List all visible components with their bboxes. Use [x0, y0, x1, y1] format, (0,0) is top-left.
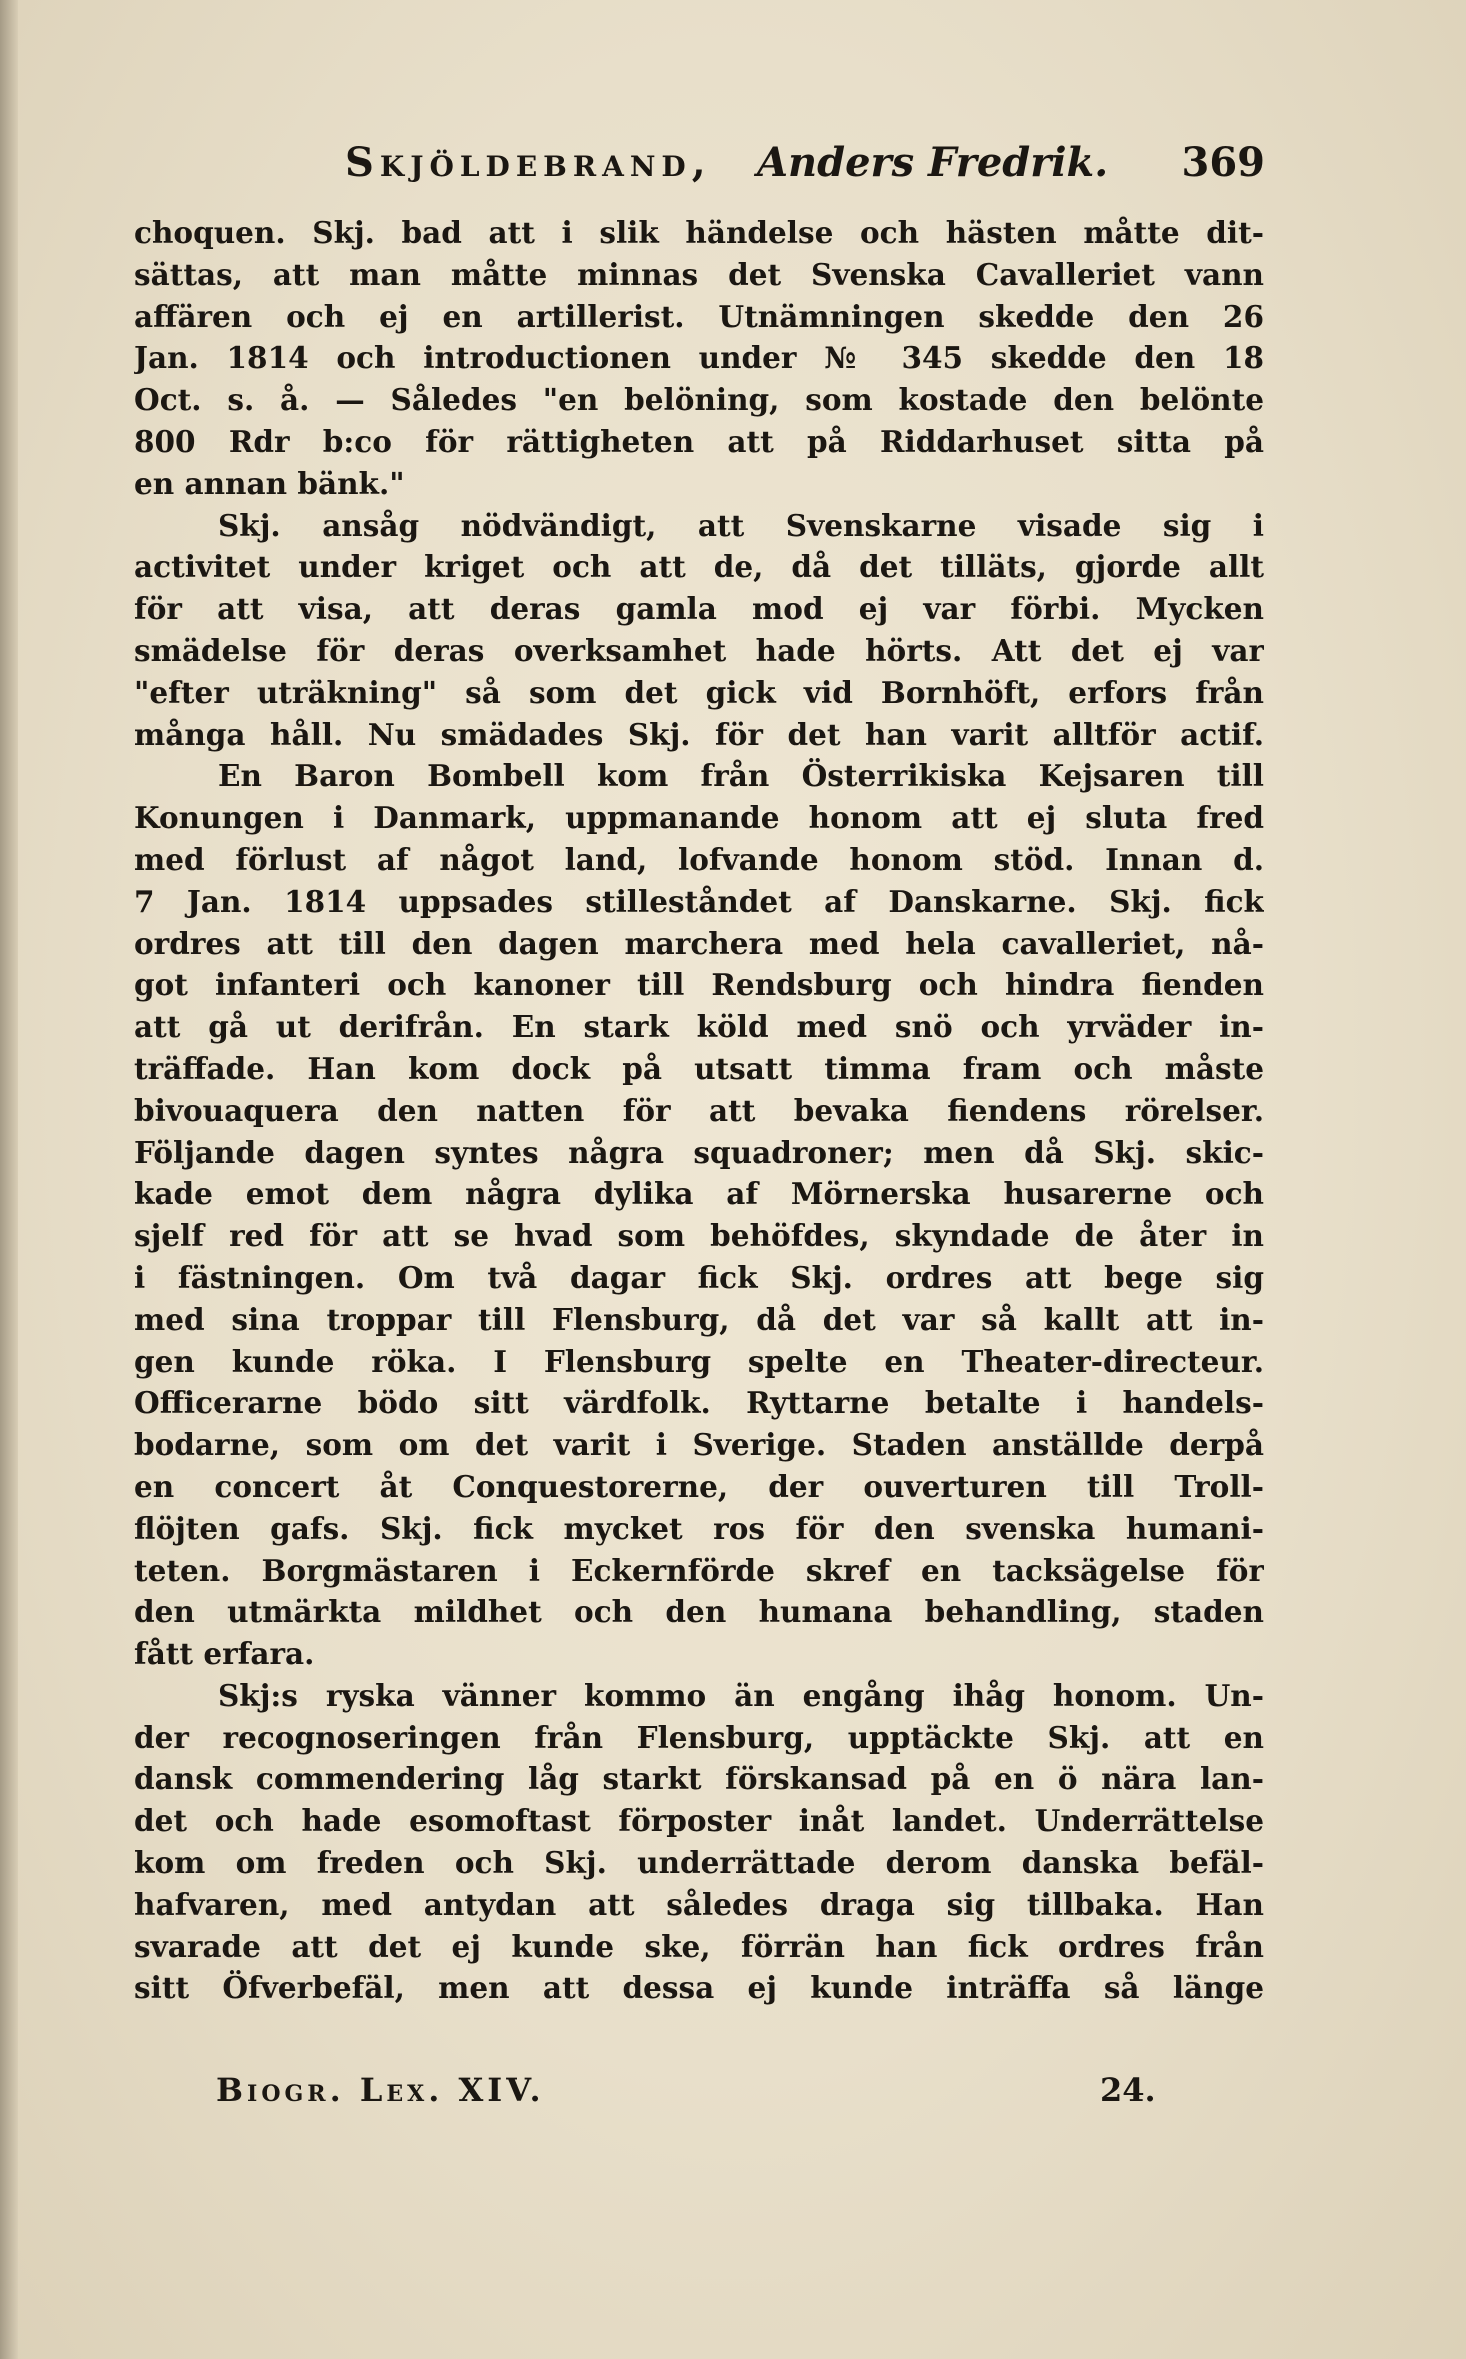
text-line: svarade att det ej kunde ske, förrän han fick ordres från — [134, 1928, 1264, 1964]
body-text — [134, 212, 1264, 2009]
text-line: 7 Jan. 1814 uppsades stilleståndet af Danskarne. Skj. fick — [134, 883, 1264, 919]
text-line: dansk commendering låg starkt förskansad på en ö nära lan- — [134, 1761, 1264, 1797]
page-gutter-shadow — [0, 0, 18, 2359]
text-line: gen kunde röka. I Flensburg spelte en Theater-directeur. — [134, 1343, 1264, 1379]
text-line: för att visa, att deras gamla mod ej var förbi. Mycken — [134, 591, 1264, 627]
text-line: Konungen i Danmark, uppmanande honom att ej sluta fred — [134, 800, 1264, 836]
text-line: träffade. Han kom dock på utsatt timma fram och måste — [134, 1050, 1264, 1086]
running-header — [345, 138, 1265, 188]
text-line: den utmärkta mildhet och den humana behandling, staden — [134, 1594, 1264, 1630]
text-line: kom om freden och Skj. underrättade derom danska befäl- — [134, 1845, 1264, 1881]
text-line: att gå ut derifrån. En stark köld med snö och yrväder in- — [134, 1009, 1264, 1045]
text-line: flöjten gafs. Skj. fick mycket ros för den svenska humani- — [134, 1510, 1264, 1546]
text-line: Skj:s ryska vänner kommo än engång ihåg honom. Un- — [218, 1677, 1264, 1713]
text-line: en annan bänk." — [134, 465, 405, 501]
text-line: det och hade esomoftast förposter inåt landet. Underrättelse — [134, 1803, 1264, 1839]
text-line: "efter uträkning" så som det gick vid Bornhöft, erfors från — [134, 674, 1264, 710]
text-line: Skj. ansåg nödvändigt, att Svenskarne visade sig i — [218, 507, 1264, 543]
text-line: med förlust af något land, lofvande honom stöd. Innan d. — [134, 841, 1264, 877]
text-line: affären och ej en artillerist. Utnämningen skedde den 26 — [134, 298, 1264, 334]
text-line: bodarne, som om det varit i Sverige. Staden anställde derpå — [134, 1427, 1264, 1463]
text-line: i fästningen. Om två dagar fick Skj. ordres att bege sig — [134, 1259, 1264, 1295]
text-line: 800 Rdr b:co för rättigheten att på Riddarhuset sitta på — [134, 423, 1264, 459]
text-line: hafvaren, med antydan att således draga sig tillbaka. Han — [134, 1886, 1264, 1922]
text-line: Jan. 1814 och introductionen under № 345 skedde den 18 — [134, 340, 1264, 376]
header-surname: Skjöldebrand, — [345, 139, 712, 186]
text-line: sättas, att man måtte minnas det Svenska Cavalleriet vann — [134, 256, 1264, 292]
text-line: der recognoseringen från Flensburg, upptäckte Skj. att en — [134, 1719, 1264, 1755]
text-line: Följande dagen syntes några squadroner; men då Skj. skic- — [134, 1134, 1264, 1170]
text-line: activitet under kriget och att de, då det tilläts, gjorde allt — [134, 549, 1264, 585]
signature-mark: Biogr. Lex. XIV. — [216, 2071, 545, 2109]
text-line: en concert åt Conquestorerne, der ouverturen till Troll- — [134, 1468, 1264, 1504]
text-line: got infanteri och kanoner till Rendsburg och hindra fienden — [134, 967, 1264, 1003]
page-footer — [216, 2068, 1166, 2112]
text-line: ordres att till den dagen marchera med hela cavalleriet, nå- — [134, 925, 1264, 961]
text-line: choquen. Skj. bad att i slik händelse och hästen måtte dit- — [134, 215, 1264, 250]
text-line: bivouaquera den natten för att bevaka fiendens rörelser. — [134, 1092, 1264, 1128]
text-line: med sina troppar till Flensburg, då det var så kallt att in- — [134, 1301, 1264, 1337]
header-given-names: Anders Fredrik. — [757, 139, 1109, 186]
text-line: sjelf red för att se hvad som behöfdes, skyndade de åter in — [134, 1218, 1264, 1254]
text-line: fått erfara. — [134, 1636, 315, 1672]
text-line: sitt Öfverbefäl, men att dessa ej kunde inträffa så länge — [134, 1970, 1264, 2006]
text-line: En Baron Bombell kom från Österrikiska Kejsaren till — [218, 758, 1264, 794]
text-line: många håll. Nu smädades Skj. för det han varit alltför actif. — [134, 716, 1264, 752]
text-line: kade emot dem några dylika af Mörnerska husarerne och — [134, 1176, 1264, 1212]
text-line: smädelse för deras overksamhet hade hörts. Att det ej var — [134, 632, 1264, 668]
signature-number: 24. — [1100, 2071, 1156, 2109]
text-line: Officerarne bödo sitt värdfolk. Ryttarne betalte i handels- — [134, 1385, 1264, 1421]
text-line: teten. Borgmästaren i Eckernförde skref en tacksägelse för — [134, 1552, 1264, 1588]
page-number: 369 — [1181, 139, 1265, 186]
text-line: Oct. s. å. — Således "en belöning, som kostade den belönte — [134, 382, 1264, 418]
